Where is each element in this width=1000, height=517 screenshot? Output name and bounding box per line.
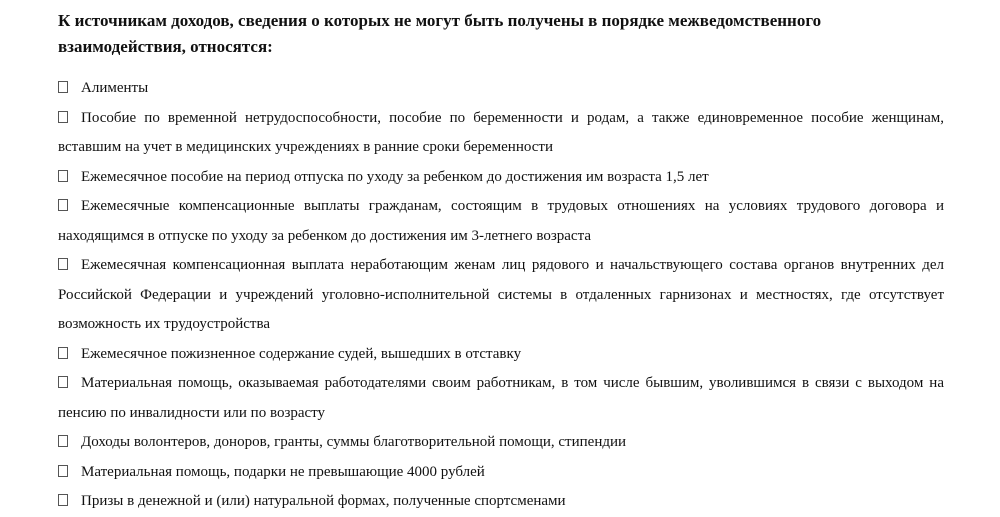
missing-glyph-box-icon xyxy=(58,111,68,123)
list-item-text: Ежемесячное пособие на период отпуска по уходу за ребенком до достижения им возраста 1,5 лет xyxy=(81,168,709,185)
list-item xyxy=(58,163,944,193)
list-item xyxy=(58,340,944,370)
missing-glyph-box-icon xyxy=(58,376,68,388)
list-item-text: Материальная помощь, оказываемая работодателями своим работникам, в том числе бывшим, уволившимся в связи с выходом на пенсию по инвалидности или по возрасту xyxy=(58,375,944,421)
list-item xyxy=(58,487,944,517)
list-item xyxy=(58,251,944,340)
list-item xyxy=(58,458,944,488)
missing-glyph-box-icon xyxy=(58,170,68,182)
missing-glyph-box-icon xyxy=(58,465,68,477)
missing-glyph-box-icon xyxy=(58,199,68,211)
list-item-text: Алименты xyxy=(81,80,149,96)
list-item xyxy=(58,74,944,104)
missing-glyph-box-icon xyxy=(58,347,68,359)
list-item xyxy=(58,369,944,428)
list-item-text: Ежемесячное пожизненное содержание судей, вышедших в отставку xyxy=(81,345,522,362)
list-item xyxy=(58,104,944,163)
page-title: К источникам доходов, сведения о которых не могут быть получены в порядке межведомственного взаимодействия, относятся: xyxy=(58,11,822,56)
list-item-text: Доходы волонтеров, доноров, гранты, суммы благотворительной помощи, стипендии xyxy=(81,434,627,450)
list-item-text: Ежемесячная компенсационная выплата неработающим женам лиц рядового и начальствующего состава органов внутренних дел Российской Федерации и учреждений уголовно-исполнительной системы в отдаленных гарнизонах и местностях, где отсутствует возможность их трудоустройства xyxy=(58,257,944,332)
income-sources-list xyxy=(58,74,944,517)
list-item xyxy=(58,428,944,458)
missing-glyph-box-icon xyxy=(58,258,68,270)
missing-glyph-box-icon xyxy=(58,81,68,93)
list-item-text: Материальная помощь, подарки не превышающие 4000 рублей xyxy=(81,463,485,480)
list-item-text: Ежемесячные компенсационные выплаты гражданам, состоящим в трудовых отношениях на условиях трудового договора и находящимся в отпуске по уходу за ребенком до достижения им 3-летнего возраста xyxy=(58,198,944,244)
list-item-text: Призы в денежной и (или) натуральной формах, полученные спортсменами xyxy=(81,493,566,509)
list-item-text: Пособие по временной нетрудоспособности, пособие по беременности и родам, а также единовременное пособие женщинам, вставшим на учет в медицинских учреждениях в ранние сроки беременности xyxy=(58,109,944,155)
list-item xyxy=(58,192,944,251)
missing-glyph-box-icon xyxy=(58,435,68,447)
missing-glyph-box-icon xyxy=(58,494,68,506)
